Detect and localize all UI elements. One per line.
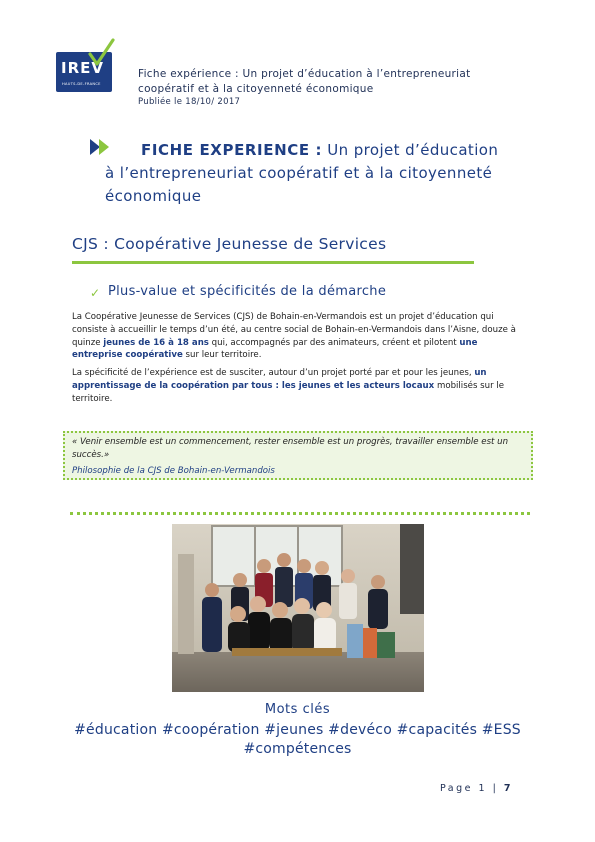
keywords-line-1: #éducation #coopération #jeunes #devéco #capacités #ESS	[74, 722, 521, 738]
paragraph-specificity	[72, 367, 524, 405]
para1-text-3: sur leur territoire.	[182, 350, 262, 361]
para2-text-1: La spécificité de l’expérience est de susciter, autour d’un projet porté par et pour les jeunes,	[72, 368, 475, 378]
page-footer	[440, 783, 513, 794]
para1-highlight-1: jeunes de 16 à 18 ans	[103, 337, 209, 348]
group-photo	[172, 524, 424, 692]
para1-highlight-2: une entreprise coopérative	[72, 337, 478, 361]
subheading: Plus-value et spécificités de la démarche	[108, 284, 387, 299]
main-title-text: Un projet d’éducation à l’entrepreneuriat coopératif et à la citoyenneté économique	[105, 141, 499, 205]
header-line-2: coopératif et à la citoyenneté économique	[138, 83, 374, 95]
quote-attribution: Philosophie de la CJS de Bohain-en-Vermandois	[72, 466, 275, 476]
heading-underline	[72, 261, 474, 264]
main-title	[105, 139, 505, 208]
checkmark-icon: ✓	[90, 286, 101, 300]
group-photo-illustration	[172, 524, 424, 692]
publication-date: Publiée le 18/10/ 2017	[138, 97, 241, 107]
para2-highlight-1: un apprentissage de la coopération par tous : les jeunes et les acteurs locaux	[72, 368, 487, 391]
logo-text: IREV	[61, 59, 104, 77]
header-line-1: Fiche expérience : Un projet d’éducation à l’entrepreneuriat	[138, 68, 471, 80]
footer-total-pages: 7	[503, 783, 513, 794]
dotted-divider	[70, 512, 530, 515]
keywords-line-2: #compétences	[243, 741, 352, 757]
para1-text-2: qui, accompagnés par des animateurs, créent et pilotent	[208, 337, 460, 348]
section-heading: CJS : Coopérative Jeunesse de Services	[72, 235, 387, 253]
logo-check-icon	[82, 38, 116, 72]
logo-subtext: HAUTS-DE-FRANCE	[62, 82, 101, 86]
para1-text-1: La Coopérative Jeunesse de Services (CJS) de Bohain-en-Vermandois est un projet d’éducation qui consiste à accueillir le temps d’un été, au centre social de Bohain-en-Vermandois dans l’Aisne, douze à quinze	[72, 312, 516, 348]
footer-current-page: 1	[478, 783, 488, 794]
main-title-prefix: FICHE EXPERIENCE :	[141, 141, 323, 159]
quote-text: « Venir ensemble est un commencement, rester ensemble est un progrès, travailler ensemble est un succès.»	[72, 437, 509, 460]
header-title	[138, 67, 538, 97]
irev-logo	[56, 40, 116, 96]
footer-label: Page	[440, 783, 479, 794]
paragraph-intro	[72, 311, 524, 362]
footer-separator: |	[487, 783, 504, 794]
para2-text-2: mobilisés sur le territoire.	[72, 380, 505, 404]
keywords-title: Mots clés	[264, 702, 331, 717]
